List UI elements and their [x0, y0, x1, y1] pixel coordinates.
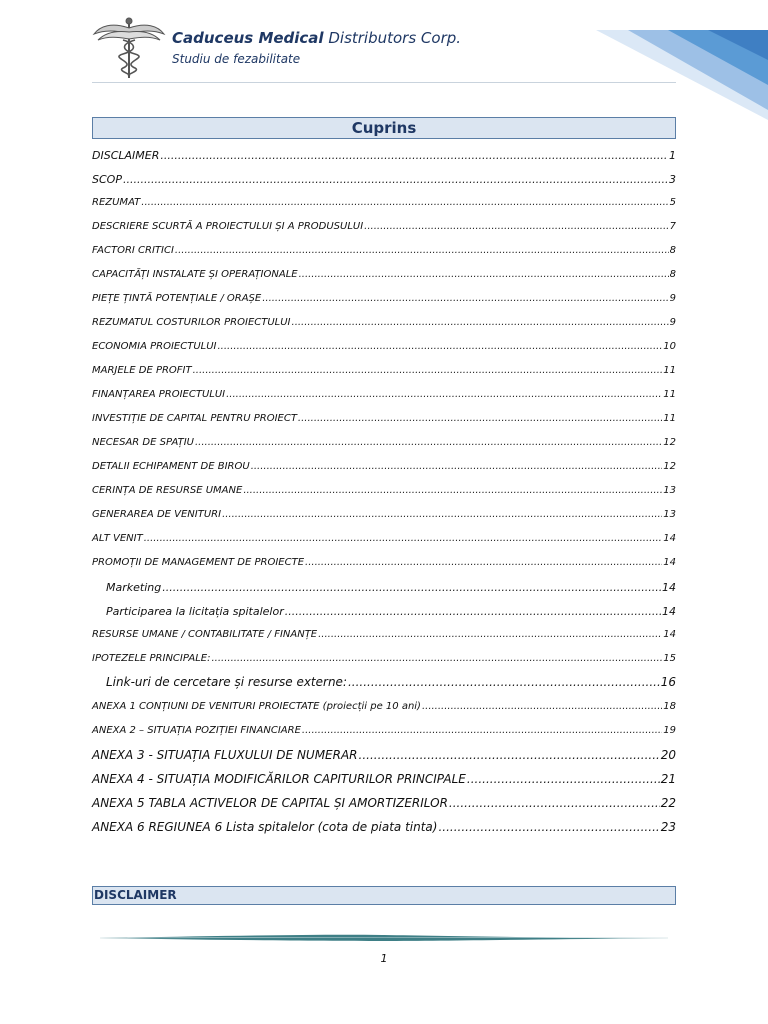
- company-name-rest: Distributors Corp.: [323, 29, 462, 47]
- toc-entry[interactable]: ANEXA 1 CONȚIUNI DE VENITURI PROIECTATE (proiecții pe 10 ani) ..... 18: [92, 701, 676, 712]
- toc-entry[interactable]: PROMOȚII DE MANAGEMENT DE PROIECTE ..... 14: [92, 557, 676, 568]
- section-heading-disclaimer: DISCLAIMER: [92, 886, 676, 905]
- toc-entry[interactable]: FINANȚAREA PROIECTULUI ..... 11: [92, 389, 676, 400]
- toc-entry[interactable]: FACTORI CRITICI ..... 8: [92, 245, 676, 256]
- corner-decoration: [568, 0, 768, 130]
- toc-entry[interactable]: IPOTEZELE PRINCIPALE: ..... 15: [92, 653, 676, 664]
- toc-entry[interactable]: DESCRIERE SCURTĂ A PROIECTULUI ȘI A PRODUSULUI ..... 7: [92, 221, 676, 232]
- toc-title: Cuprins: [92, 117, 676, 139]
- toc-entry[interactable]: CERINȚA DE RESURSE UMANE ..... 13: [92, 485, 676, 496]
- toc-entry[interactable]: ANEXA 2 – SITUAȚIA POZIȚIEI FINANCIARE ..... 19: [92, 725, 676, 736]
- toc-entry[interactable]: CAPACITĂȚI INSTALATE ȘI OPERAȚIONALE ..... 8: [92, 269, 676, 280]
- toc-entry[interactable]: ANEXA 5 TABLA ACTIVELOR DE CAPITAL ȘI AMORTIZERILOR ..... 22: [92, 796, 676, 810]
- company-name: [172, 29, 461, 47]
- document-subtitle: Studiu de fezabilitate: [172, 52, 301, 66]
- toc-entry[interactable]: RESURSE UMANE / CONTABILITATE / FINANȚE ..... 14: [92, 629, 676, 640]
- toc-entry[interactable]: ALT VENIT ..... 14: [92, 533, 676, 544]
- caduceus-icon: [92, 16, 166, 80]
- toc-entry-sub[interactable]: Marketing ..... 14: [92, 581, 676, 594]
- page-number: 1: [380, 952, 388, 965]
- toc-entry[interactable]: ANEXA 6 REGIUNEA 6 Lista spitalelor (cota de piata tinta) ..... 23: [92, 820, 676, 834]
- toc-entry[interactable]: DISCLAIMER ..... 1: [92, 149, 676, 162]
- toc-entry[interactable]: ANEXA 4 - SITUAȚIA MODIFICĂRILOR CAPITURILOR PRINCIPALE ..... 21: [92, 772, 676, 786]
- toc-entry[interactable]: GENERAREA DE VENITURI ..... 13: [92, 509, 676, 520]
- toc-entry[interactable]: DETALII ECHIPAMENT DE BIROU ..... 12: [92, 461, 676, 472]
- toc-entry-sub[interactable]: Participarea la licitația spitalelor ..... 14: [92, 605, 676, 618]
- footer-wave-decoration: [100, 932, 668, 944]
- toc-entry[interactable]: NECESAR DE SPAȚIU ..... 12: [92, 437, 676, 448]
- toc-entry[interactable]: SCOP ..... 3: [92, 173, 676, 186]
- toc-entry[interactable]: REZUMATUL COSTURILOR PROIECTULUI ..... 9: [92, 317, 676, 328]
- company-name-bold: Caduceus Medical: [172, 29, 324, 47]
- toc-entry[interactable]: ANEXA 3 - SITUAȚIA FLUXULUI DE NUMERAR ..... 20: [92, 748, 676, 762]
- toc-entry[interactable]: MARJELE DE PROFIT ..... 11: [92, 365, 676, 376]
- toc-entry-sub[interactable]: Link-uri de cercetare și resurse externe: ..... 16: [92, 675, 676, 689]
- toc-entry[interactable]: ECONOMIA PROIECTULUI ..... 10: [92, 341, 676, 352]
- toc-entry[interactable]: PIEȚE ȚINTĂ POTENȚIALE / ORAȘE ..... 9: [92, 293, 676, 304]
- toc-entry[interactable]: REZUMAT ..... 5: [92, 197, 676, 208]
- toc-entry[interactable]: INVESTIȚIE DE CAPITAL PENTRU PROIECT ..... 11: [92, 413, 676, 424]
